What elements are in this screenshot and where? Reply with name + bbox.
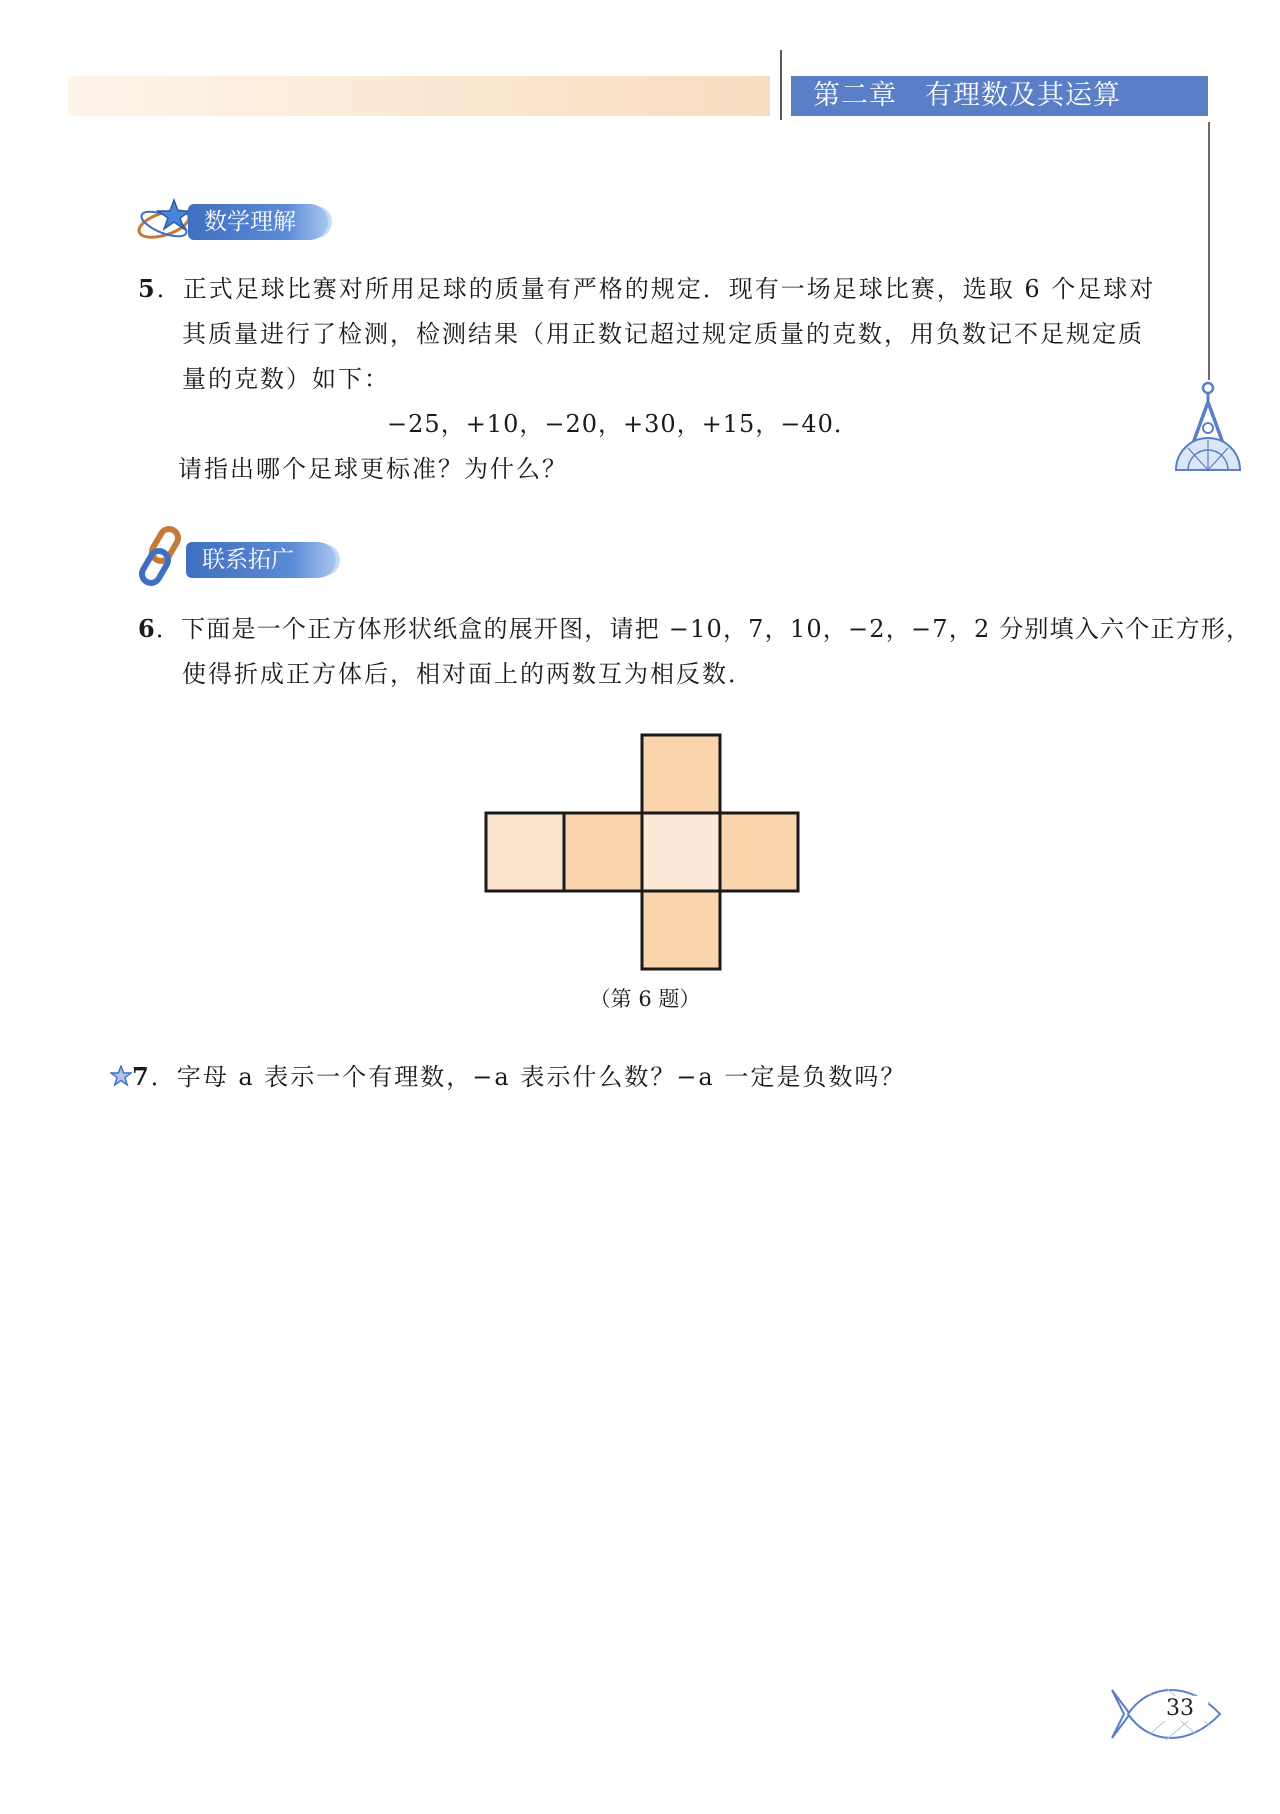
problem-question: 请指出哪个足球更标准？为什么？ <box>178 455 568 483</box>
problem-text-line: 量的克数）如下： <box>182 365 390 393</box>
net-square-middle-left <box>564 813 642 891</box>
net-square-top <box>642 735 720 813</box>
cube-net-figure <box>484 733 802 973</box>
section-badge-label: 数学理解 <box>188 204 328 240</box>
problem-6 <box>138 606 1252 697</box>
margin-rule <box>1208 122 1210 380</box>
page-number: 33 <box>1152 1696 1208 1721</box>
figure-caption: （第 6 题） <box>589 987 701 1011</box>
problem-number: 7 <box>132 1062 151 1091</box>
header-divider <box>780 50 782 120</box>
chapter-title: 第二章 有理数及其运算 <box>791 76 1208 116</box>
atom-star-icon <box>136 196 196 246</box>
problem-7 <box>110 1054 1150 1100</box>
problem-number: 5 <box>138 274 157 303</box>
problem-5 <box>138 266 1156 492</box>
chain-link-icon <box>134 524 190 590</box>
section-badge-math-understanding <box>136 202 346 242</box>
net-square-center <box>642 813 720 891</box>
data-values: −25，+10，−20，+30，+15，−40． <box>387 410 859 438</box>
header-band <box>68 76 770 116</box>
problem-text: ．字母 a 表示一个有理数，−a 表示什么数？−a 一定是负数吗？ <box>150 1063 907 1091</box>
problem-text-line: ．正式足球比赛对所用足球的质量有严格的规定．现有一场足球比赛，选取 6 个足球对 <box>156 275 1156 303</box>
section-badge-connections <box>136 540 356 580</box>
star-icon <box>110 1065 132 1087</box>
net-square-left <box>486 813 564 891</box>
net-square-right <box>720 813 798 891</box>
net-square-bottom <box>642 891 720 969</box>
problem-text-line: 使得折成正方体后，相对面上的两数互为相反数． <box>182 660 754 688</box>
problem-text-line: ．下面是一个正方体形状纸盒的展开图，请把 −10，7，10，−2，−7，2 分别填入六个正方形， <box>155 615 1252 643</box>
section-badge-label: 联系拓广 <box>186 542 336 578</box>
problem-number: 6 <box>138 614 156 643</box>
compass-icon <box>1170 380 1246 476</box>
problem-text-line: 其质量进行了检测，检测结果（用正数记超过规定质量的克数，用负数记不足规定质 <box>182 320 1144 348</box>
